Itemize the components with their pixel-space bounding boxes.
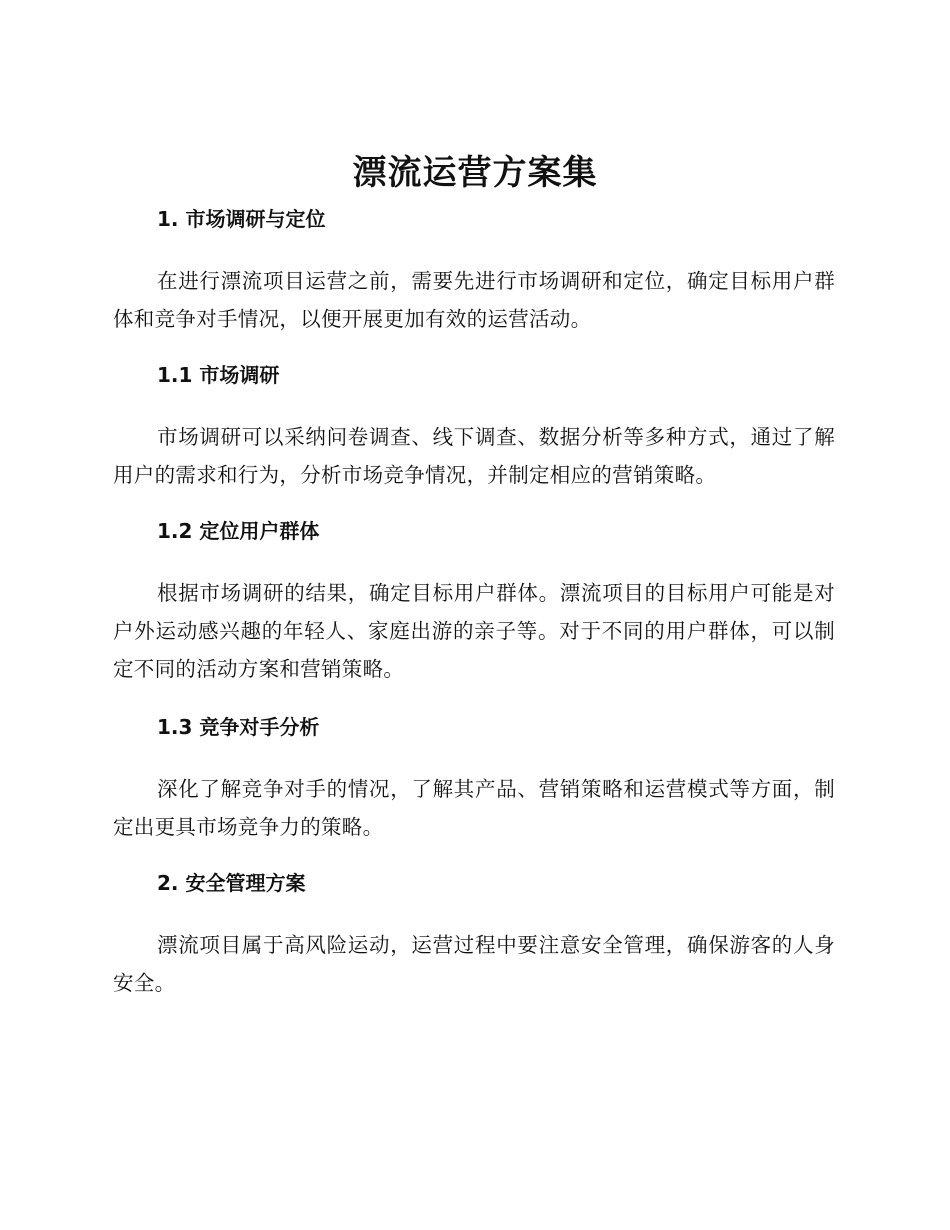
section-paragraph: 漂流项目属于高风险运动，运营过程中要注意安全管理，确保游客的人身安全。 xyxy=(113,933,835,995)
section-heading: 2. 安全管理方案 xyxy=(157,871,306,895)
section-heading: 1. 市场调研与定位 xyxy=(157,207,326,231)
document-title: 漂流运营方案集 xyxy=(352,153,598,193)
section-paragraph: 根据市场调研的结果，确定目标用户群体。漂流项目的目标用户可能是对户外运动感兴趣的年轻人、家庭出游的亲子等。对于不同的用户群体，可以制定不同的活动方案和营销策略。 xyxy=(113,581,835,681)
section-heading: 1.2 定位用户群体 xyxy=(157,519,320,543)
section-paragraph: 市场调研可以采纳问卷调查、线下调查、数据分析等多种方式，通过了解用户的需求和行为，分析市场竞争情况，并制定相应的营销策略。 xyxy=(113,425,835,487)
document-body xyxy=(113,204,835,1002)
section-heading: 1.1 市场调研 xyxy=(157,363,280,387)
section-paragraph: 在进行漂流项目运营之前，需要先进行市场调研和定位，确定目标用户群体和竞争对手情况，以便开展更加有效的运营活动。 xyxy=(113,269,835,331)
section-heading: 1.3 竞争对手分析 xyxy=(157,715,320,739)
section-paragraph: 深化了解竞争对手的情况，了解其产品、营销策略和运营模式等方面，制定出更具市场竞争力的策略。 xyxy=(113,777,835,839)
